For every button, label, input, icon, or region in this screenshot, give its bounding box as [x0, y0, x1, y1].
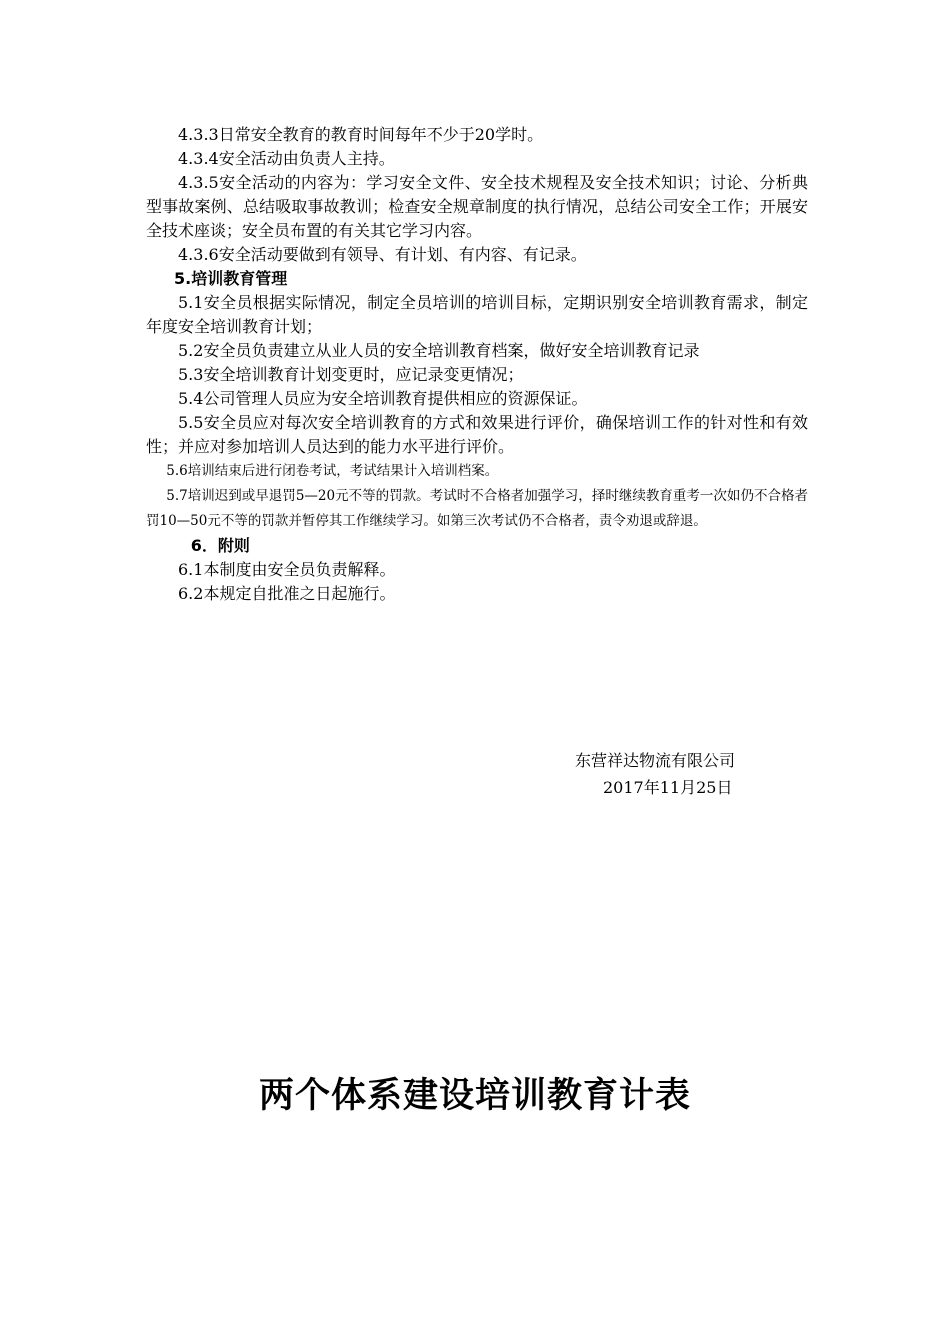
- clause-4-3-3: 4.3.3日常安全教育的教育时间每年不少于20学时。: [178, 125, 544, 144]
- clause-5-4: 5.4公司管理人员应为安全培训教育提供相应的资源保证。: [178, 389, 588, 408]
- clause-4-3-4: 4.3.4安全活动由负责人主持。: [178, 149, 395, 168]
- clause-5-6: 5.6培训结束后进行闭卷考试，考试结果计入培训档案。: [166, 463, 499, 479]
- clause-5-1: 5.1安全员根据实际情况，制定全员培训的培训目标，定期识别安全培训教育需求，制定年度安全培训教育计划；: [146, 293, 808, 336]
- clause-4-3-6: 4.3.6安全活动要做到有领导、有计划、有内容、有记录。: [178, 245, 587, 264]
- company-name: 东营祥达物流有限公司: [575, 751, 736, 770]
- clause-5-3: 5.3安全培训教育计划变更时，应记录变更情况；: [178, 365, 524, 384]
- signature-block: [575, 747, 735, 801]
- document-body: [146, 123, 808, 606]
- clause-6-2: 6.2本规定自批准之日起施行。: [178, 584, 396, 603]
- clause-5-7: 5.7培训迟到或早退罚5—20元不等的罚款。考试时不合格者加强学习，择时继续教育重考一次如仍不合格者罚10—50元不等的罚款并暂停其工作继续学习。如第三次考试仍不合格者，责令劝退或辞退。: [146, 488, 808, 529]
- section-6-heading: 6．附则: [190, 536, 250, 555]
- section-5-heading: 5.培训教育管理: [174, 269, 288, 288]
- next-section-title: 两个体系建设培训教育计表: [258, 1076, 691, 1116]
- clause-5-5: 5.5安全员应对每次安全培训教育的方式和效果进行评价，确保培训工作的针对性和有效性；并应对参加培训人员达到的能力水平进行评价。: [146, 413, 808, 456]
- clause-5-2: 5.2安全员负责建立从业人员的安全培训教育档案，做好安全培训教育记录: [178, 341, 700, 360]
- signature-date: 2017年11月25日: [603, 778, 733, 797]
- clause-6-1: 6.1本制度由安全员负责解释。: [178, 560, 396, 579]
- clause-4-3-5: 4.3.5安全活动的内容为：学习安全文件、安全技术规程及安全技术知识；讨论、分析典型事故案例、总结吸取事故教训；检查安全规章制度的执行情况，总结公司安全工作；开展安全技术座谈；安全员布置的有关其它学习内容。: [146, 173, 808, 240]
